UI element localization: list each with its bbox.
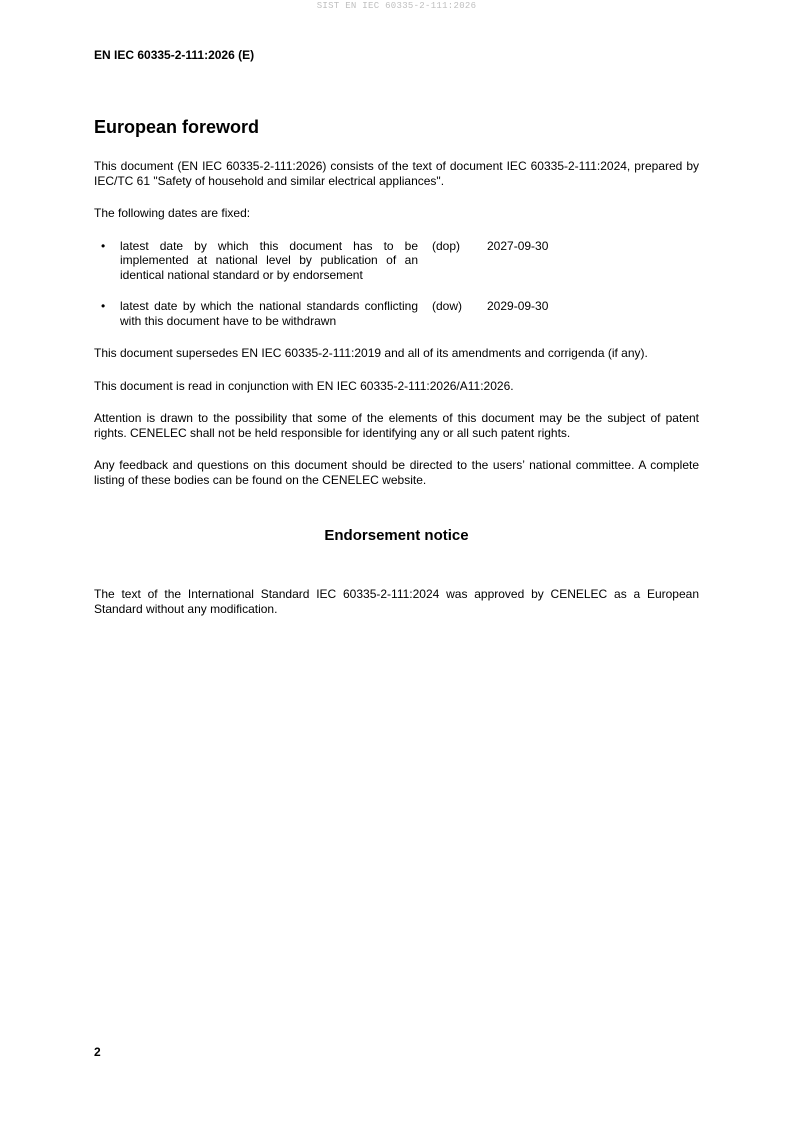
date-item-dop xyxy=(94,239,699,283)
endorsement-text: The text of the International Standard IEC 60335-2-111:2024 was approved by CENELEC as a European Standard without any modification. xyxy=(94,587,699,616)
document-id: EN IEC 60335-2-111:2026 (E) xyxy=(94,48,255,62)
date-code: (dow) xyxy=(432,299,463,313)
dates-list xyxy=(94,239,699,329)
bullet: • xyxy=(101,238,106,253)
conjunction-paragraph: This document is read in conjunction with EN IEC 60335-2-111:2026/A11:2026. xyxy=(94,378,514,393)
feedback-paragraph: Any feedback and questions on this document should be directed to the users’ national committee. A complete listing of these bodies can be found on the CENELEC website. xyxy=(94,458,699,487)
date-item-dow xyxy=(94,299,699,328)
patent-notice: Attention is drawn to the possibility that some of the elements of this document may be the subject of patent rights. CENELEC shall not be held responsible for identifying any or all such patent rights. xyxy=(94,411,699,440)
watermark: SIST EN IEC 60335-2-111:2026 xyxy=(316,1,477,11)
foreword-intro: This document (EN IEC 60335-2-111:2026) consists of the text of document IEC 60335-2-111:2024, prepared by IEC/TC 61 "Safety of household and similar electrical appliances". xyxy=(94,159,699,188)
date-description: latest date by which the national standards conflicting with this document have to be withdrawn xyxy=(120,299,418,328)
foreword-heading: European foreword xyxy=(94,117,260,137)
page-content xyxy=(94,116,699,634)
date-value: 2027-09-30 xyxy=(487,238,549,253)
date-description: latest date by which this document has to be implemented at national level by publication of an identical national standard or by endorsement xyxy=(120,238,418,282)
dates-intro: The following dates are fixed: xyxy=(94,206,251,220)
supersedes-paragraph: This document supersedes EN IEC 60335-2-111:2019 and all of its amendments and corrigenda (if any). xyxy=(94,346,648,360)
page-number: 2 xyxy=(94,1045,101,1059)
bullet: • xyxy=(101,299,106,313)
endorsement-heading: Endorsement notice xyxy=(324,527,469,544)
date-code: (dop) xyxy=(432,238,461,253)
date-value: 2029-09-30 xyxy=(487,299,549,313)
